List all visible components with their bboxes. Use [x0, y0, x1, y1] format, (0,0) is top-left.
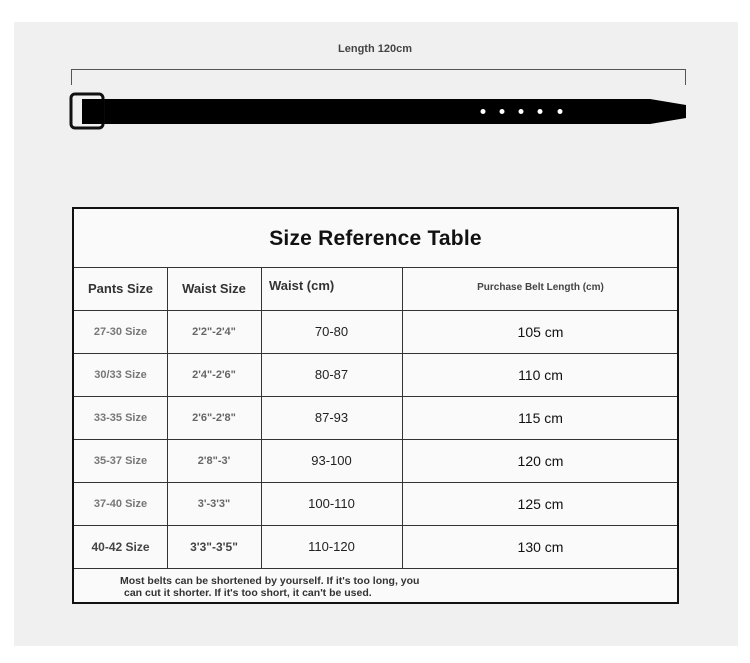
header-waist-size: Waist Size [182, 281, 246, 296]
belt-hole [519, 109, 524, 114]
belt-length-label: Length 120cm [338, 43, 412, 55]
belt-hole [500, 109, 505, 114]
belt-hole [538, 109, 543, 114]
buckle-tongue [82, 99, 104, 124]
table-cell-waist-cm: 87-93 [314, 410, 349, 425]
table-cell-waist-cm: 80-87 [314, 367, 349, 382]
table-cell-pants-size: 40-42 Size [91, 539, 150, 554]
table-cell-waist-cm: 93-100 [311, 453, 352, 468]
size-reference-table [72, 207, 679, 604]
table-cell-waist-cm: 110-120 [308, 539, 355, 554]
table-title: Size Reference Table [269, 227, 482, 250]
table-cell-pants-size: 30/33 Size [94, 368, 147, 381]
grid-line [74, 568, 677, 569]
shortening-note [74, 575, 677, 599]
table-cell-waist-size: 2'4"-2'6" [192, 368, 236, 381]
table-cell-pants-size: 37-40 Size [93, 497, 148, 510]
table-cell-waist-cm: 70-80 [314, 324, 349, 339]
belt-hole [558, 109, 563, 114]
note-line: Most belts can be shortened by yourself. If it's too long, you [120, 575, 420, 587]
table-cell-belt-length: 105 cm [517, 323, 564, 340]
header-pants-size: Pants Size [87, 281, 154, 296]
table-cell-waist-size: 2'2"-2'4" [192, 325, 236, 338]
header-belt-length: Purchase Belt Length (cm) [477, 281, 604, 293]
table-cell-belt-length: 130 cm [517, 538, 564, 555]
table-cell-pants-size: 27-30 Size [93, 325, 148, 338]
table-cell-belt-length: 110 cm [518, 366, 563, 383]
belt-hole [481, 109, 486, 114]
table-cell-waist-cm: 100-110 [308, 496, 355, 511]
table-cell-pants-size: 33-35 Size [93, 411, 148, 424]
note-line: can cut it shorter. If it's too short, it can't be used. [124, 587, 372, 599]
table-cell-waist-size: 3'-3'3" [197, 497, 231, 510]
table-cell-belt-length: 120 cm [517, 452, 564, 469]
header-waist-cm: Waist (cm) [269, 277, 335, 293]
table-cell-belt-length: 125 cm [517, 495, 564, 512]
table-cell-belt-length: 115 cm [518, 409, 563, 426]
table-cell-waist-size: 2'8"-3' [197, 454, 231, 467]
length-dimension-line [71, 69, 686, 85]
table-cell-waist-size: 2'6"-2'8" [192, 411, 236, 424]
table-cell-waist-size: 3'3"-3'5" [190, 539, 238, 554]
table-cell-pants-size: 35-37 Size [93, 454, 148, 467]
belt-illustration [68, 90, 688, 134]
belt-strap [98, 99, 686, 124]
